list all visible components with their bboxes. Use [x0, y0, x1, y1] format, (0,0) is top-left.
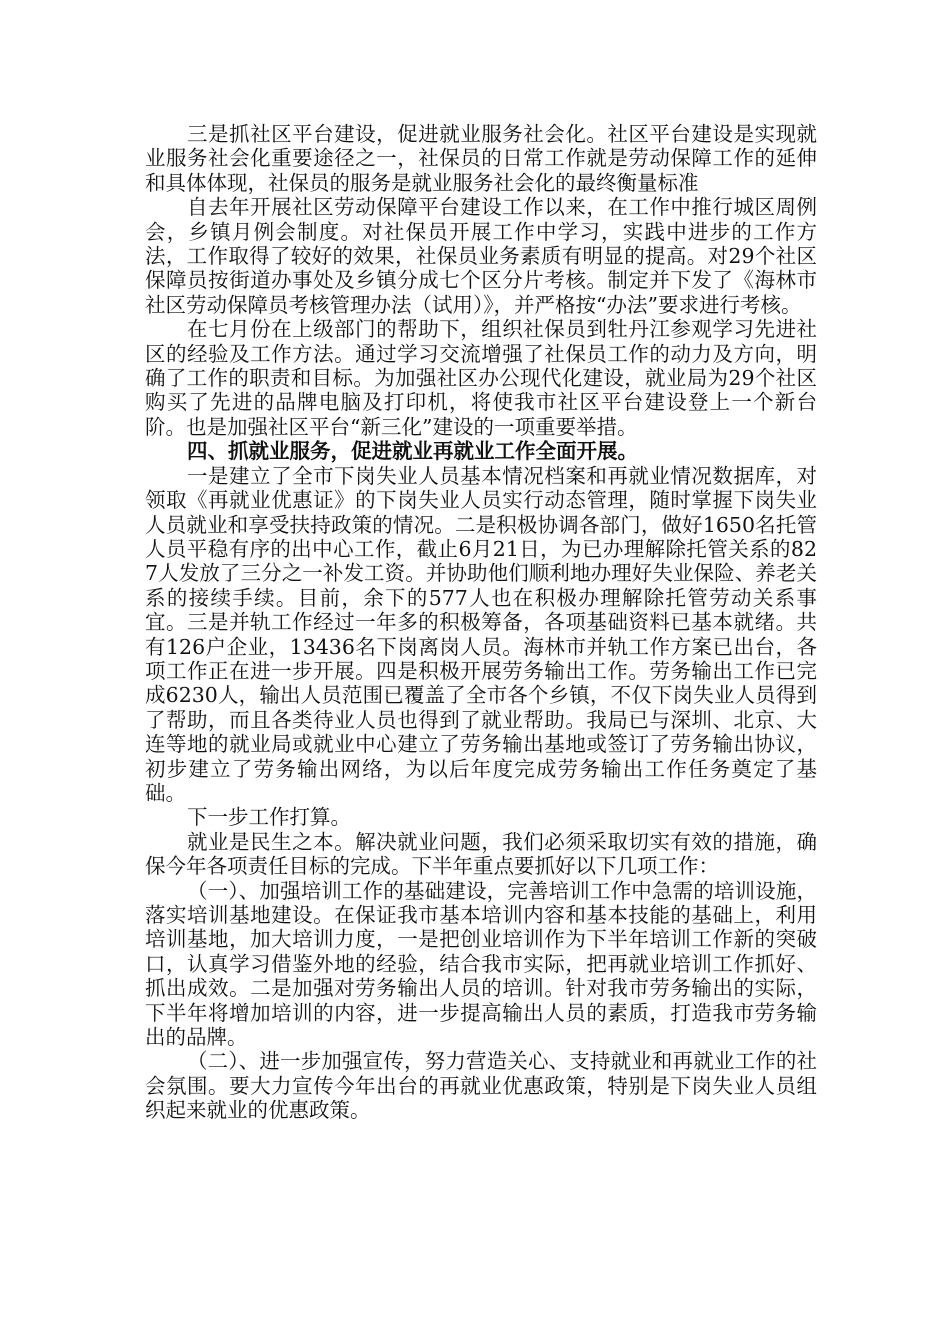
paragraph-employment-measures: 一是建立了全市下岗失业人员基本情况档案和再就业情况数据库，对领取《再就业优惠证》的下岗失业人员实行动态管理，随时掌握下岗失业人员就业和享受扶持政策的情况。二是积极协调各部门，做好1650名托管人员平稳有序的出中心工作，截止6月21日，为已办理解除托管关系的827人发放了三分之一补发工资。并协助他们顺利地办理好失业保险、养老关系的接续手续。目前，余下的577人也在积极办理解除托管劳动关系事宜。三是并轨工作经过一年多的积极筹备，各项基础资料已基本就绪。共有126户企业，13436名下岗离岗人员。海林市并轨工作方案已出台，各项工作正在进一步开展。四是积极开展劳务输出工作。劳务输出工作已完成6230人，输出人员范围已覆盖了全市各个乡镇，不仅下岗失业人员得到了帮助，而且各类待业人员也得到了就业帮助。我局已与深圳、北京、大连等地的就业局或就业中心建立了劳务输出基地或签订了劳务输出协议，初步建立了劳务输出网络，为以后年度完成劳务输出工作任务奠定了基础。: [145, 463, 817, 805]
section-heading-employment-services: 四、抓就业服务，促进就业再就业工作全面开展。: [187, 439, 639, 464]
paragraph-next-steps: 下一步工作打算。: [187, 805, 352, 830]
paragraph-study-visit: 在七月份在上级部门的帮助下，组织社保员到牡丹江参观学习先进社区的经验及工作方法。通过学习交流增强了社保员工作的动力及方向，明确了工作的职责和目标。为加强社区办公现代化建设，就业局为29个社区购买了先进的品牌电脑及打印机，将使我市社区平台建设登上一个新台阶。也是加强社区平台“新三化”建设的一项重要举措。: [145, 317, 817, 439]
paragraph-publicity-item-2: （二）、进一步加强宣传，努力营造关心、支持就业和再就业工作的社会氛围。要大力宣传今年出台的再就业优惠政策，特别是下岗失业人员组织起来就业的优惠政策。: [145, 1049, 817, 1123]
document-body: [145, 122, 817, 1123]
paragraph-training-item-1: （一）、加强培训工作的基础建设，完善培训工作中急需的培训设施，落实培训基地建设。在保证我市基本培训内容和基本技能的基础上，利用培训基地，加大培训力度，一是把创业培训作为下半年培训工作新的突破口，认真学习借鉴外地的经验，结合我市实际，把再就业培训工作抓好、抓出成效。二是加强对劳务输出人员的培训。针对我市劳务输出的实际，下半年将增加培训的内容，进一步提高输出人员的素质，打造我市劳务输出的品牌。: [145, 878, 817, 1050]
paragraph-employment-livelihood: 就业是民生之本。解决就业问题，我们必须采取切实有效的措施，确保今年各项责任目标的完成。下半年重点要抓好以下几项工作：: [145, 829, 817, 879]
paragraph-community-platform: 三是抓社区平台建设，促进就业服务社会化。社区平台建设是实现就业服务社会化重要途径之一，社保员的日常工作就是劳动保障工作的延伸和具体体现，社保员的服务是就业服务社会化的最终衡量标准: [145, 122, 817, 195]
paragraph-platform-construction: 自去年开展社区劳动保障平台建设工作以来，在工作中推行城区周例会，乡镇月例会制度。对社保员开展工作中学习，实践中进步的工作方法，工作取得了较好的效果，社保员业务素质有明显的提高。对29个社区保障员按街道办事处及乡镇分成七个区分片考核。制定并下发了《海林市社区劳动保障员考核管理办法（试用）》，并严格按“办法”要求进行考核。: [145, 195, 817, 317]
